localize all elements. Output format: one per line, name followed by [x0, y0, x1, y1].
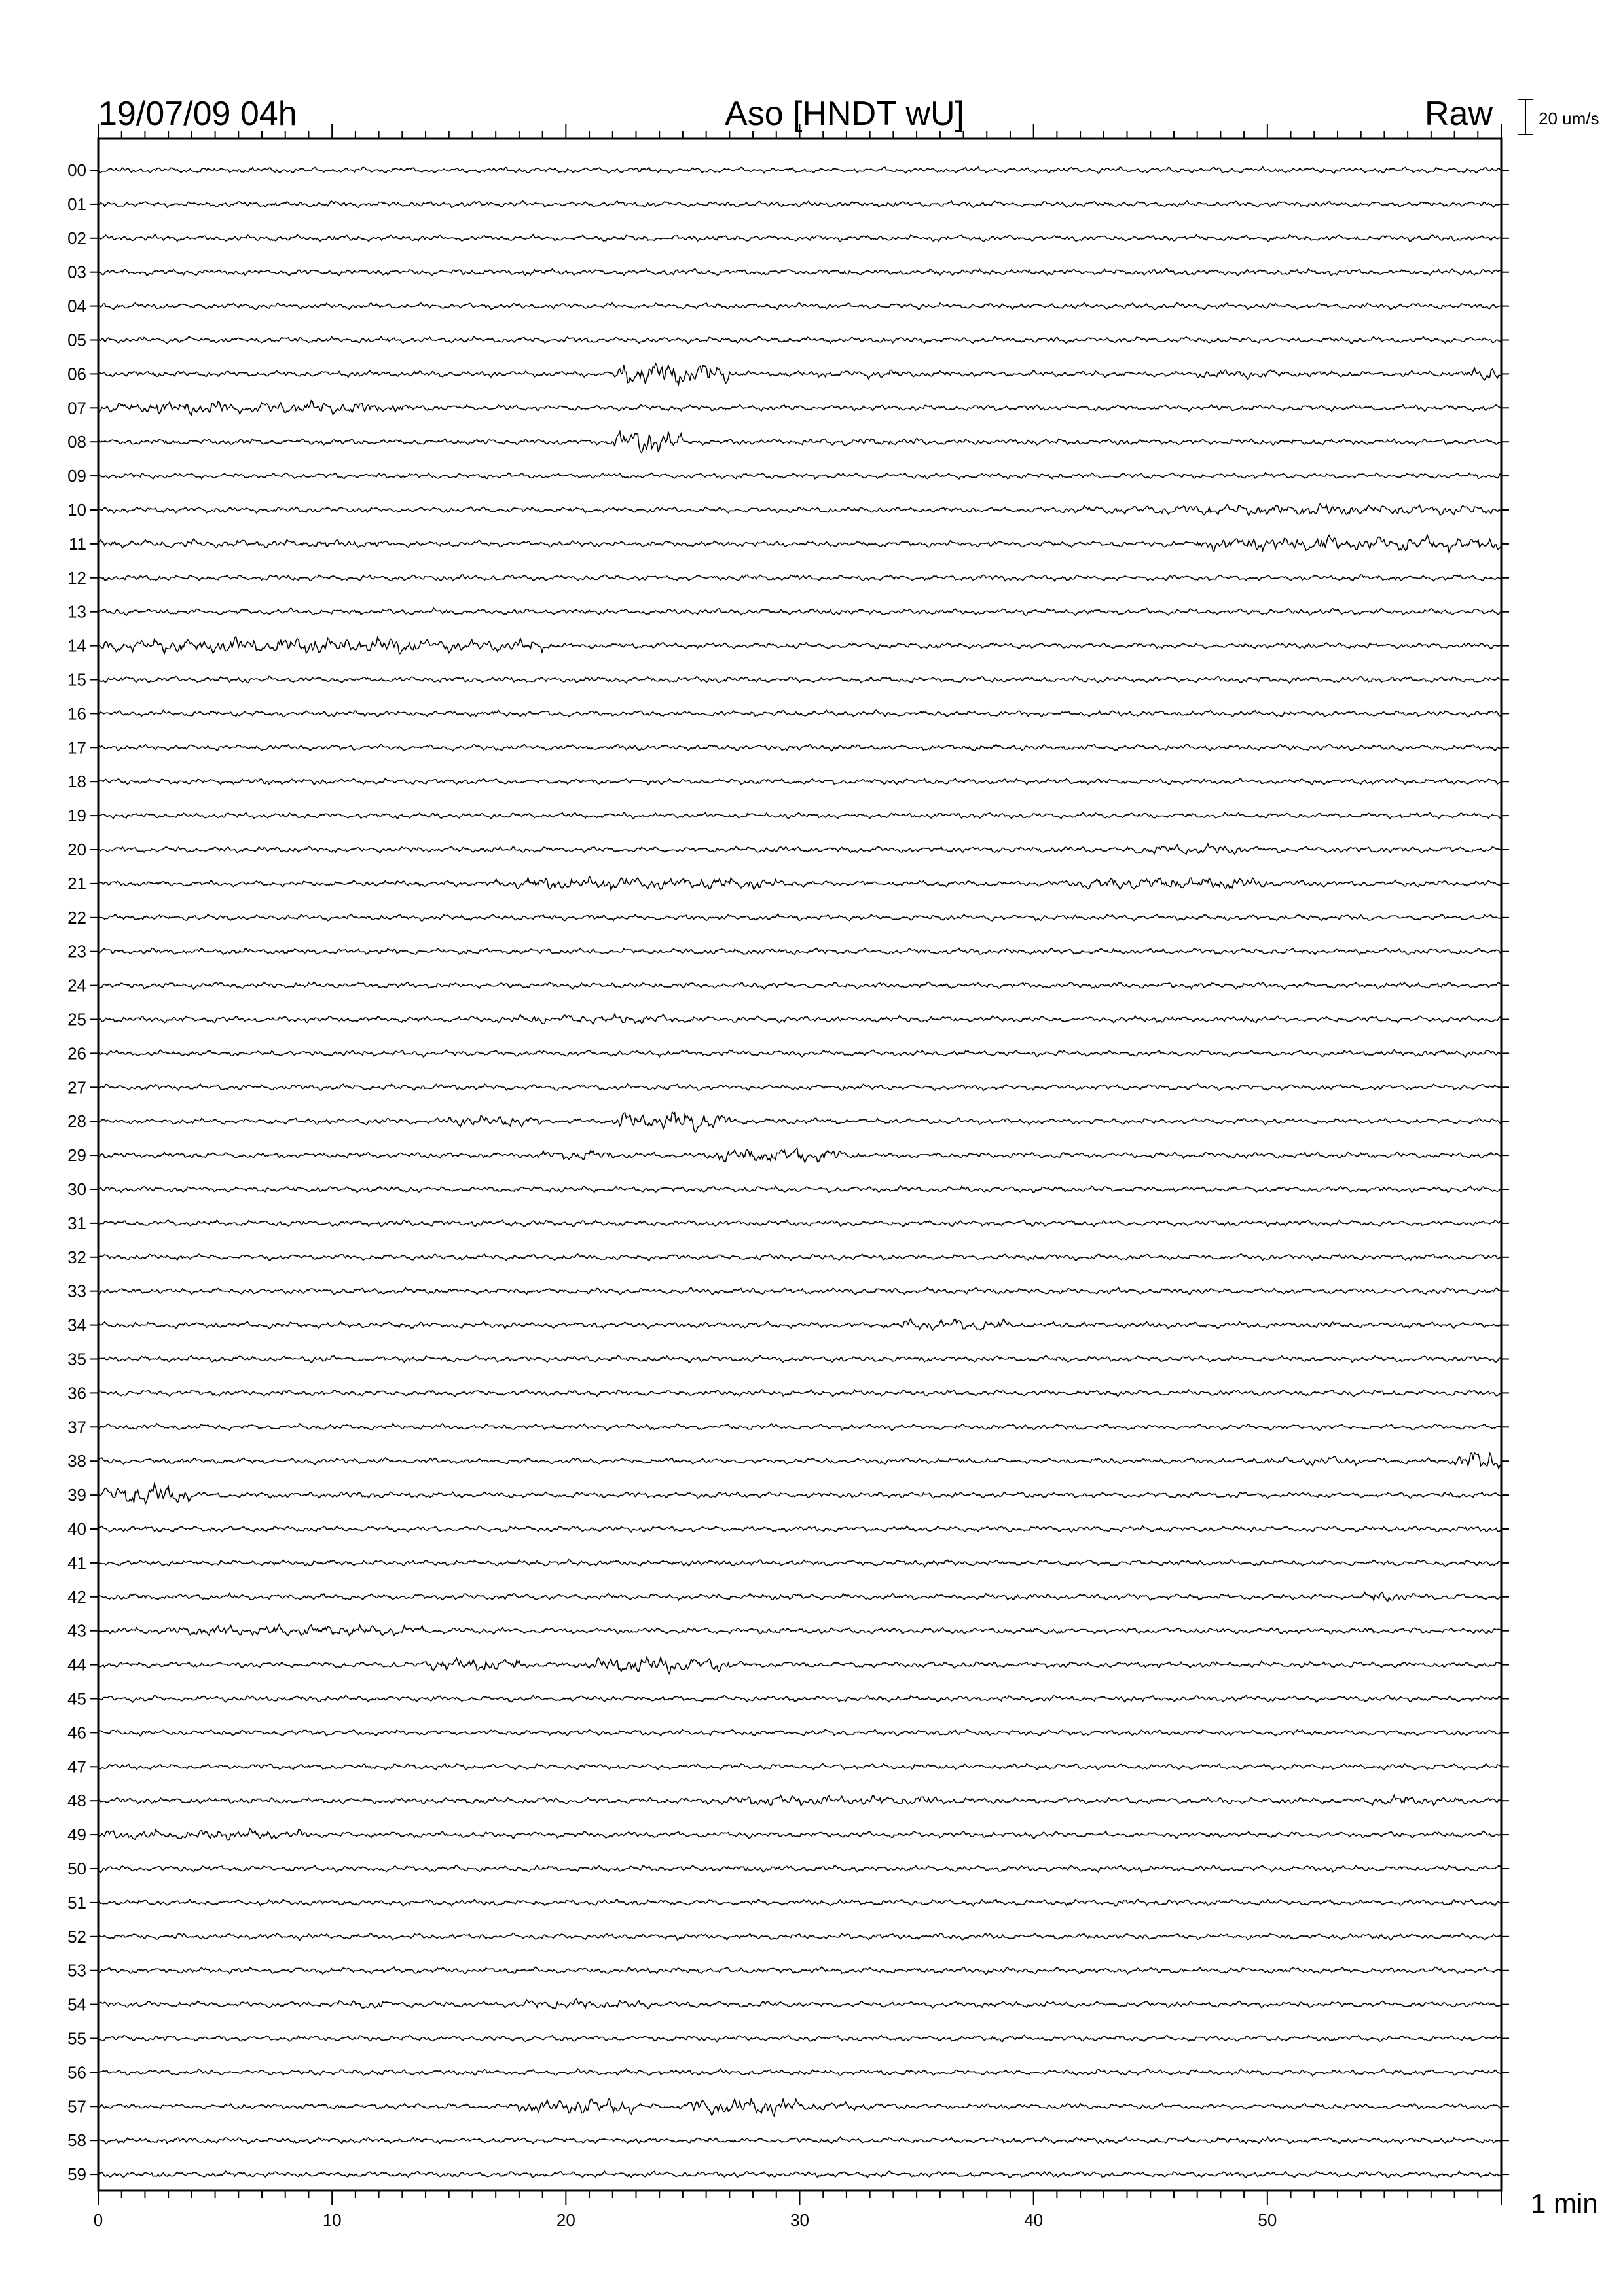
row-label: 33 [67, 1281, 86, 1301]
row-label: 16 [67, 704, 86, 724]
x-axis-unit-label: 1 min [1531, 2188, 1598, 2219]
row-label: 15 [67, 670, 86, 690]
row-label: 03 [67, 262, 86, 282]
row-label: 48 [67, 1791, 86, 1811]
trace-line-11 [98, 535, 1501, 552]
row-label: 38 [67, 1451, 86, 1471]
row-label: 30 [67, 1179, 86, 1199]
trace-line-48 [98, 1795, 1501, 1806]
row-label: 54 [67, 1994, 86, 2015]
row-label: 12 [67, 567, 86, 588]
trace-line-51 [98, 1899, 1501, 1906]
trace-line-53 [98, 1967, 1501, 1974]
trace-line-46 [98, 1729, 1501, 1736]
row-label: 42 [67, 1587, 86, 1607]
plot-frame [98, 139, 1501, 2191]
trace-line-59 [98, 2171, 1501, 2178]
trace-line-24 [98, 982, 1501, 989]
trace-line-55 [98, 2036, 1501, 2042]
row-label: 52 [67, 1926, 86, 1946]
trace-line-17 [98, 744, 1501, 751]
row-label: 35 [67, 1349, 86, 1369]
row-label: 41 [67, 1552, 86, 1573]
row-label: 26 [67, 1043, 86, 1064]
row-label: 08 [67, 432, 86, 452]
row-label: 39 [67, 1485, 86, 1505]
traces-group [98, 167, 1501, 2178]
trace-line-58 [98, 2137, 1501, 2144]
row-label: 59 [67, 2164, 86, 2185]
trace-line-36 [98, 1390, 1501, 1397]
trace-line-08 [98, 431, 1501, 452]
row-label: 22 [67, 907, 86, 927]
trace-line-06 [98, 363, 1501, 384]
row-label: 10 [67, 500, 86, 520]
trace-line-56 [98, 2069, 1501, 2076]
row-label: 00 [67, 160, 86, 180]
trace-line-19 [98, 812, 1501, 819]
row-label: 06 [67, 364, 86, 384]
chart-title: Aso [HNDT wU] [725, 95, 964, 133]
x-tick-label: 50 [1258, 2210, 1277, 2230]
row-label: 19 [67, 806, 86, 826]
trace-line-35 [98, 1355, 1501, 1362]
row-label: 05 [67, 330, 86, 350]
trace-line-00 [98, 167, 1501, 173]
row-label: 09 [67, 466, 86, 486]
trace-line-34 [98, 1319, 1501, 1331]
row-label: 18 [67, 772, 86, 792]
x-tick-label: 10 [322, 2210, 342, 2230]
x-tick-label: 20 [556, 2210, 575, 2230]
row-label: 31 [67, 1213, 86, 1233]
trace-line-47 [98, 1763, 1501, 1770]
trace-line-33 [98, 1287, 1501, 1295]
trace-line-05 [98, 336, 1501, 344]
row-label: 50 [67, 1859, 86, 1878]
trace-line-44 [98, 1657, 1501, 1674]
trace-line-23 [98, 948, 1501, 954]
trace-line-03 [98, 269, 1501, 276]
trace-line-13 [98, 608, 1501, 615]
x-tick-label: 0 [93, 2210, 103, 2230]
row-label: 13 [67, 601, 86, 622]
trace-line-54 [98, 1999, 1501, 2009]
trace-line-07 [98, 401, 1501, 416]
x-tick-label: 40 [1024, 2210, 1044, 2230]
row-label: 45 [67, 1689, 86, 1709]
trace-line-20 [98, 844, 1501, 854]
row-label: 55 [67, 2028, 86, 2049]
row-label: 14 [67, 636, 86, 656]
mode-label: Raw [1424, 95, 1493, 133]
row-label: 57 [67, 2096, 86, 2117]
row-label: 25 [67, 1009, 86, 1030]
trace-line-31 [98, 1220, 1501, 1227]
row-label: 51 [67, 1892, 86, 1912]
trace-line-02 [98, 234, 1501, 242]
row-label: 43 [67, 1621, 86, 1641]
trace-line-01 [98, 201, 1501, 208]
trace-line-15 [98, 676, 1501, 683]
scale-bar [1518, 99, 1533, 134]
trace-line-39 [98, 1484, 1501, 1503]
trace-line-18 [98, 779, 1501, 785]
trace-line-26 [98, 1050, 1501, 1057]
row-label: 47 [67, 1757, 86, 1777]
x-tick-label: 30 [790, 2210, 809, 2230]
trace-line-42 [98, 1592, 1501, 1602]
trace-line-04 [98, 303, 1501, 310]
trace-line-38 [98, 1453, 1501, 1469]
trace-line-16 [98, 710, 1501, 717]
trace-line-27 [98, 1084, 1501, 1090]
row-labels-group [67, 160, 1509, 2184]
row-label: 53 [67, 1960, 86, 1981]
trace-line-22 [98, 914, 1501, 921]
row-label: 02 [67, 228, 86, 248]
row-label: 29 [67, 1145, 86, 1166]
row-label: 46 [67, 1723, 86, 1743]
trace-line-40 [98, 1526, 1501, 1532]
trace-line-43 [98, 1624, 1501, 1636]
trace-line-49 [98, 1829, 1501, 1840]
row-label: 58 [67, 2130, 86, 2151]
trace-line-32 [98, 1254, 1501, 1261]
row-label: 34 [67, 1315, 86, 1335]
trace-line-09 [98, 473, 1501, 479]
row-label: 37 [67, 1417, 86, 1437]
row-label: 04 [67, 296, 86, 316]
trace-line-28 [98, 1112, 1501, 1132]
trace-line-37 [98, 1424, 1501, 1431]
row-label: 17 [67, 738, 86, 758]
row-label: 21 [67, 873, 86, 893]
row-label: 28 [67, 1111, 86, 1132]
row-label: 40 [67, 1519, 86, 1539]
row-label: 23 [67, 941, 86, 961]
row-label: 20 [67, 840, 86, 859]
trace-line-30 [98, 1186, 1501, 1193]
scale-label: 20 um/s [1539, 109, 1599, 128]
trace-line-29 [98, 1148, 1501, 1162]
trace-line-45 [98, 1695, 1501, 1702]
date-label: 19/07/09 04h [98, 95, 297, 133]
trace-line-10 [98, 503, 1501, 515]
row-label: 44 [67, 1655, 86, 1675]
trace-line-12 [98, 575, 1501, 581]
trace-line-25 [98, 1014, 1501, 1024]
row-label: 56 [67, 2062, 86, 2083]
trace-line-21 [98, 876, 1501, 890]
trace-line-50 [98, 1865, 1501, 1873]
row-label: 32 [67, 1247, 86, 1267]
row-label: 49 [67, 1825, 86, 1845]
trace-line-41 [98, 1560, 1501, 1567]
row-label: 27 [67, 1077, 86, 1098]
trace-line-52 [98, 1933, 1501, 1941]
row-label: 11 [69, 533, 86, 554]
row-label: 01 [67, 194, 86, 214]
row-label: 24 [67, 975, 86, 996]
trace-line-57 [98, 2098, 1501, 2116]
row-label: 36 [67, 1383, 86, 1403]
trace-line-14 [98, 637, 1501, 654]
row-label: 07 [67, 398, 86, 418]
